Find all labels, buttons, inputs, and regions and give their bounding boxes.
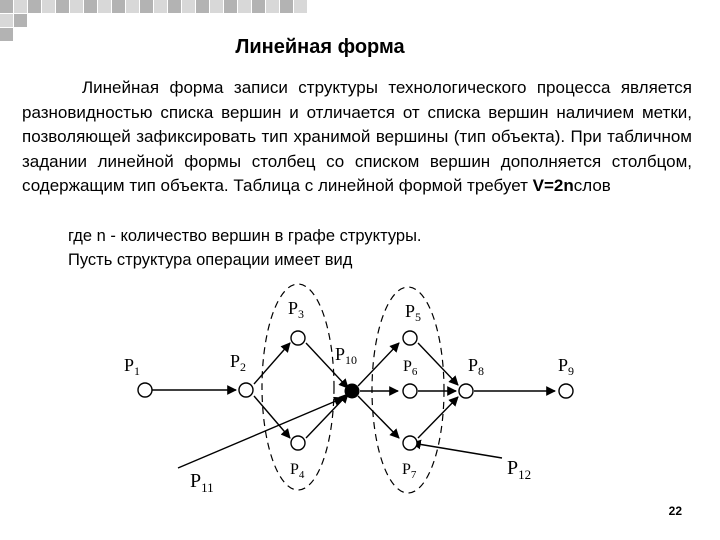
edge — [254, 343, 290, 384]
page-title: Линейная форма — [235, 36, 405, 58]
label-p9: $P_9$ — [558, 355, 575, 378]
edge — [358, 396, 399, 438]
node-p8 — [459, 384, 473, 398]
paragraph-text: Линейная форма записи структуры технологического процесса является разновидностью списка вершин и отличается от списка вершин наличием метки, позволяющей зафиксировать тип хранимой вершины (тип объекта). При табличном задании линейной формы столбец со списком вершин дополняется столбцом, содержащим тип объекта. Таблица с линейной формой требует — [22, 78, 692, 195]
note-line-2: Пусть структура операции имеет вид — [68, 251, 353, 269]
decor-square — [238, 0, 251, 13]
decor-square — [252, 0, 265, 13]
decor-square — [168, 0, 181, 13]
page-number: 22 — [668, 504, 682, 518]
node-p5 — [403, 331, 417, 345]
decor-square — [210, 0, 223, 13]
edge — [418, 343, 458, 385]
decor-square — [182, 0, 195, 13]
label-p11: $P_{11}$ — [190, 470, 214, 495]
note-line-1: где n - количество вершин в графе структуры. — [68, 227, 422, 245]
decor-square — [56, 0, 69, 13]
decor-square — [224, 0, 237, 13]
node-p7 — [403, 436, 417, 450]
formula-tail: слов — [573, 176, 611, 195]
label-p3: $P_3$ — [288, 298, 305, 321]
decor-square — [280, 0, 293, 13]
formula: V=2n — [532, 176, 574, 195]
decor-square — [0, 14, 13, 27]
decor-square — [294, 0, 307, 13]
decor-square — [98, 0, 111, 13]
node-p10 — [345, 384, 360, 399]
decor-square — [112, 0, 125, 13]
decor-square — [14, 14, 27, 27]
node-p9 — [559, 384, 573, 398]
edge — [418, 397, 458, 438]
label-p5: $P_5$ — [405, 301, 422, 324]
decor-square — [14, 0, 27, 13]
node-p2 — [239, 383, 253, 397]
node-p4 — [291, 436, 305, 450]
decor-square — [28, 0, 41, 13]
note-block — [68, 224, 422, 272]
decor-square — [42, 0, 55, 13]
label-p10: $P_{10}$ — [335, 344, 358, 367]
label-p12: $P_{12}$ — [507, 457, 532, 482]
label-p7: $P_7$ — [402, 461, 417, 481]
decor-square — [84, 0, 97, 13]
edge — [358, 343, 399, 386]
edge — [412, 443, 502, 458]
label-p4: $P_4$ — [290, 461, 305, 481]
label-p2: $P_2$ — [230, 351, 247, 374]
label-p6: $P_6$ — [403, 358, 418, 378]
node-p3 — [291, 331, 305, 345]
decor-square — [0, 0, 13, 13]
edge — [306, 394, 348, 438]
body-paragraph — [22, 76, 692, 199]
node-p6 — [403, 384, 417, 398]
label-p1: $P_1$ — [124, 355, 141, 378]
decor-square — [196, 0, 209, 13]
node-p1 — [138, 383, 152, 397]
decor-square — [140, 0, 153, 13]
structure-graph-diagram — [0, 270, 720, 510]
decor-square — [154, 0, 167, 13]
edge — [178, 398, 343, 468]
decor-square — [266, 0, 279, 13]
label-p8: $P_8$ — [468, 355, 485, 378]
corner-decoration — [0, 0, 320, 40]
decor-square — [70, 0, 83, 13]
decor-square — [126, 0, 139, 13]
edge — [254, 396, 290, 438]
